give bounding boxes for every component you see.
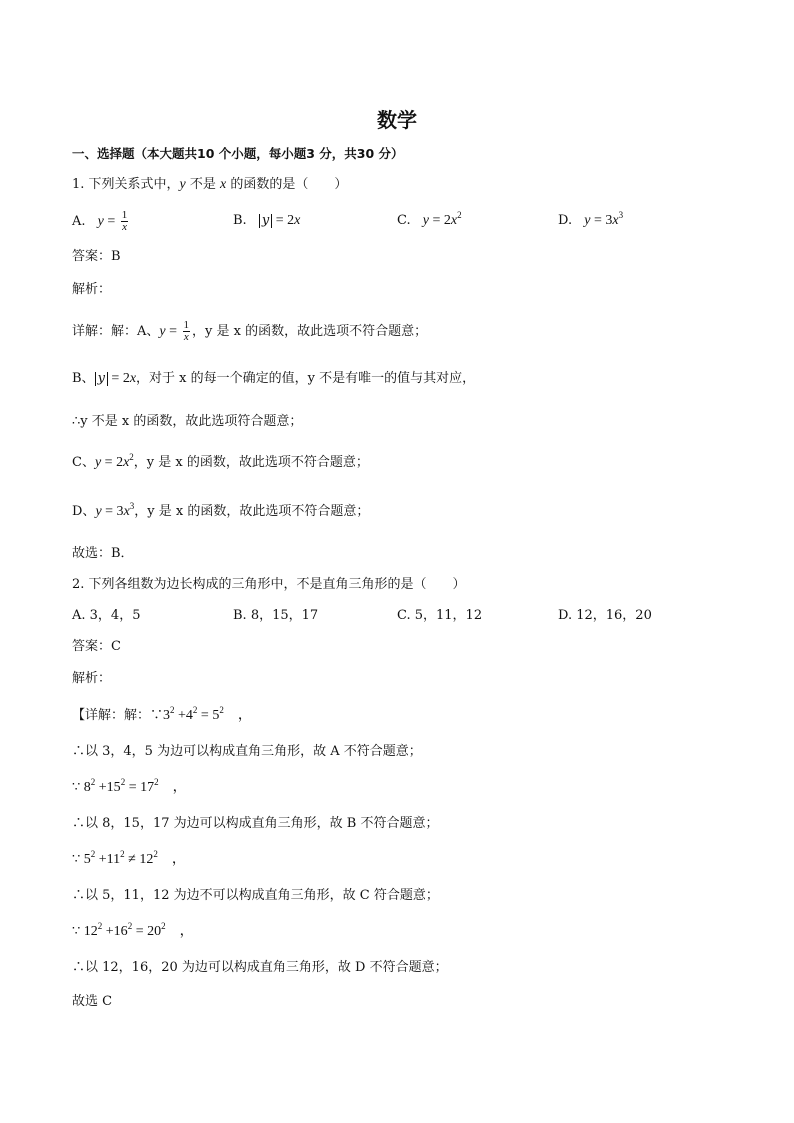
q2-equation-c: ∵ $5^2 +11^2 \ne 12^2$ ， (72, 849, 186, 867)
q2-conclusion-a: ∴以 3，4，5 为边可以构成直角三角形，故 A 不符合题意； (72, 744, 422, 759)
q2-detail-start: 【详解：解：$\because 3^2 +4^2 = 5^2$ ， (72, 705, 252, 723)
q2-conclusion-d: ∴以 12，16，20 为边可以构成直角三角形，故 D 不符合题意； (72, 960, 448, 975)
q1-stem: 1. 下列关系式中，y 不是 x 的函数的是（ ） (72, 177, 348, 192)
q2-option-d: D. 12，16，20 (558, 608, 652, 623)
q1-detail-b2: ∴y 不是 x 的函数，故此选项符合题意； (72, 414, 303, 429)
q2-option-a: A. 3，4，5 (72, 608, 141, 623)
q1-detail-c: C、$y = 2x^2$，y 是 x 的函数，故此选项不符合题意； (72, 452, 369, 470)
q2-answer: 答案：C (72, 639, 121, 654)
q2-equation-d: ∵ $12^2 +16^2 = 20^2$ ， (72, 921, 194, 939)
q2-option-c: C. 5，11，12 (397, 608, 483, 623)
q2-stem: 2. 下列各组数为边长构成的三角形中，不是直角三角形的是（ ） (72, 577, 466, 592)
q1-answer: 答案：B (72, 249, 121, 264)
fraction-1-over-x: $\frac{1}{x}$ (121, 209, 128, 233)
q1-detail-d: D、$y = 3x^3$，y 是 x 的函数，故此选项不符合题意； (72, 501, 370, 519)
fraction-1-over-x-detail: $\frac{1}{x}$ (183, 319, 190, 343)
q2-choice: 故选 C (72, 994, 113, 1009)
q1-option-d: D. $y = 3x^3$ (558, 210, 624, 228)
section-heading: 一、选择题（本大题共10 个小题，每小题3 分，共30 分） (72, 146, 404, 161)
q1-option-a: A. y = $\frac{1}{x}$ (72, 209, 128, 233)
q1-detail-a: 详解：解：A、y = $\frac{1}{x}$ ，y 是 x 的函数，故此选项不符合题意； (72, 319, 428, 343)
q2-analysis-label: 解析： (72, 671, 112, 686)
page-title: 数学 (377, 108, 417, 132)
q1-detail-b: B、 y = 2x，对于 x 的每一个确定的值，y 不是有唯一的值与其对应， (72, 371, 476, 386)
q1-option-c: C. $y = 2x^2$ (397, 210, 462, 228)
q2-equation-b: ∵ $8^2 +15^2 = 17^2$ ， (72, 777, 187, 795)
q1-analysis-label: 解析： (72, 282, 112, 297)
q2-conclusion-b: ∴以 8，15，17 为边可以构成直角三角形，故 B 不符合题意； (72, 816, 439, 831)
q1-choice: 故选：B． (72, 546, 134, 561)
q2-option-b: B. 8，15，17 (233, 608, 319, 623)
q1-option-b: B. y = 2x (233, 213, 301, 228)
q2-conclusion-c: ∴以 5，11，12 为边不可以构成直角三角形，故 C 符合题意； (72, 888, 439, 903)
